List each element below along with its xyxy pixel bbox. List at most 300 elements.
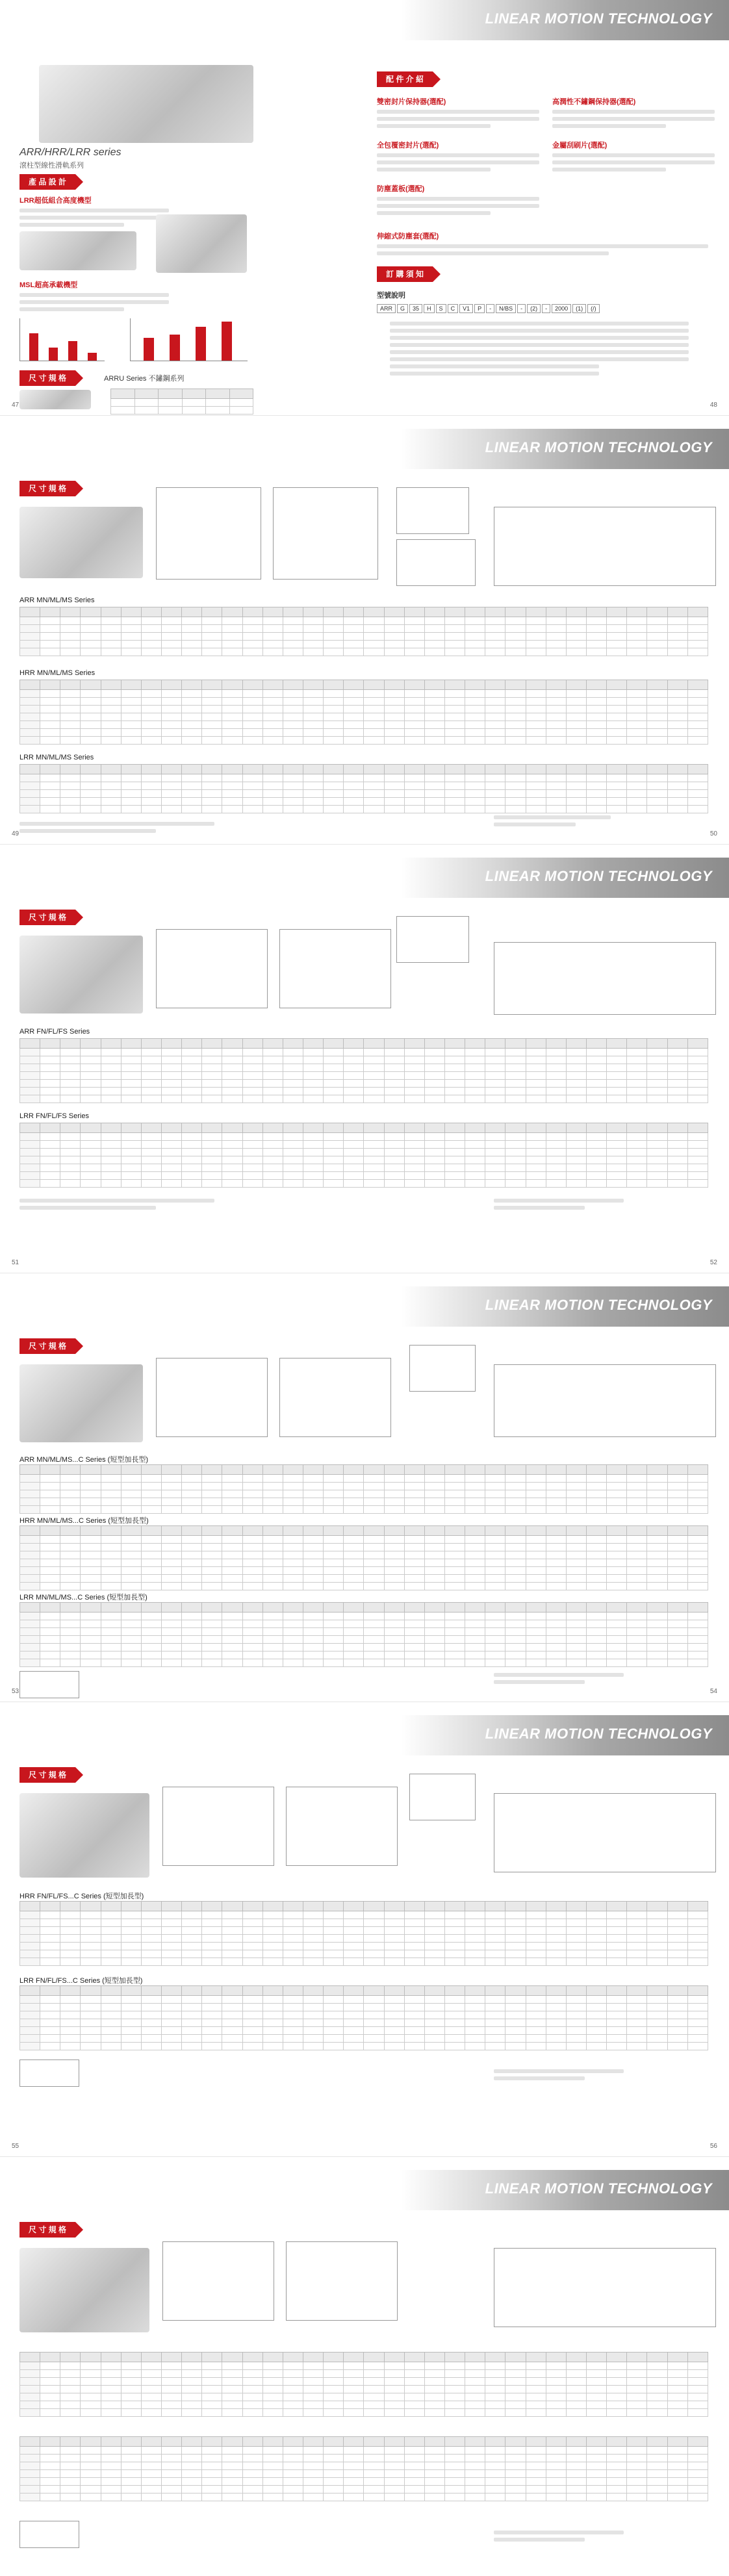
table-cell <box>647 2370 667 2378</box>
table-cell <box>222 1149 242 1156</box>
table-cell <box>627 806 647 813</box>
table-header-cell <box>202 1603 222 1613</box>
table-cell <box>586 2455 606 2462</box>
table-cell <box>404 2401 424 2409</box>
table-row <box>20 1164 708 1172</box>
table-cell <box>242 798 262 806</box>
table-cell <box>384 1506 404 1514</box>
table-cell <box>60 1133 81 1141</box>
table-cell <box>384 1049 404 1056</box>
table-cell <box>40 1958 60 1966</box>
table-cell <box>546 1644 566 1651</box>
table-cell <box>344 2393 364 2401</box>
table-cell <box>202 1490 222 1498</box>
drawing-detail <box>19 2060 79 2087</box>
table-row <box>20 1483 708 1490</box>
table-row <box>20 1544 708 1551</box>
table-cell <box>404 690 424 698</box>
table-header-cell <box>101 1465 121 1475</box>
table-cell <box>384 1490 404 1498</box>
table-cell <box>324 1659 344 1667</box>
order-code-part: V1 <box>459 304 473 313</box>
table-header-cell <box>607 607 627 617</box>
table-cell <box>242 1149 262 1156</box>
table-cell <box>667 1636 687 1644</box>
table-cell <box>485 1172 505 1180</box>
table-cell <box>101 1498 121 1506</box>
rail-diagram <box>19 231 136 270</box>
table-cell <box>141 782 161 790</box>
table-cell <box>444 1483 465 1490</box>
table-cell <box>324 1551 344 1559</box>
table-cell <box>202 1544 222 1551</box>
table-cell <box>566 1575 586 1583</box>
table-cell <box>424 2004 444 2011</box>
table-cell <box>222 1613 242 1620</box>
table-cell <box>687 1088 708 1095</box>
table-cell <box>344 1164 364 1172</box>
table-cell <box>182 1935 202 1943</box>
table-cell <box>566 2447 586 2455</box>
table-cell <box>242 2493 262 2501</box>
table-cell <box>161 729 181 737</box>
table-cell <box>384 2362 404 2370</box>
table-cell <box>607 1080 627 1088</box>
table-header-cell <box>485 765 505 774</box>
table-header-cell <box>344 2353 364 2362</box>
table-cell <box>222 737 242 745</box>
table-header-cell <box>60 1465 81 1475</box>
table-cell <box>586 641 606 648</box>
table-cell <box>444 690 465 698</box>
table-cell <box>424 1072 444 1080</box>
table-header-cell <box>607 680 627 690</box>
table-cell <box>202 2362 222 2370</box>
table-header-cell <box>404 1603 424 1613</box>
table-cell <box>202 2462 222 2470</box>
table-cell <box>384 774 404 782</box>
table-cell <box>364 2004 384 2011</box>
table-cell <box>40 806 60 813</box>
table-header-cell <box>526 2437 546 2447</box>
table-header-cell <box>242 1526 262 1536</box>
table-cell <box>202 2378 222 2386</box>
table-header-cell <box>60 1603 81 1613</box>
table-cell <box>40 2401 60 2409</box>
table-cell <box>40 1156 60 1164</box>
table-cell <box>364 633 384 641</box>
table-cell <box>627 1559 647 1567</box>
table-cell <box>465 1927 485 1935</box>
table-cell <box>262 798 283 806</box>
table-header-cell <box>546 2353 566 2362</box>
table-header-cell <box>647 1123 667 1133</box>
table-header-cell <box>607 1603 627 1613</box>
table-cell <box>101 1072 121 1080</box>
table-cell <box>161 2004 181 2011</box>
table-cell <box>647 698 667 706</box>
table-cell <box>161 1551 181 1559</box>
table-cell <box>182 1064 202 1072</box>
drawing-side <box>286 1787 398 1866</box>
table-cell <box>364 1567 384 1575</box>
table-cell <box>182 1133 202 1141</box>
table-cell <box>344 1636 364 1644</box>
table-cell <box>607 2493 627 2501</box>
table-cell <box>364 782 384 790</box>
table-cell <box>182 1080 202 1088</box>
table-header-cell <box>182 1603 202 1613</box>
table-cell <box>485 1559 505 1567</box>
table-cell <box>121 1095 141 1103</box>
table-cell <box>607 1575 627 1583</box>
table-cell <box>627 1164 647 1172</box>
table-cell <box>101 1536 121 1544</box>
table-cell <box>81 774 101 782</box>
table-cell <box>586 2027 606 2035</box>
table-cell <box>141 721 161 729</box>
table-cell <box>424 2486 444 2493</box>
table-cell <box>242 2011 262 2019</box>
table-cell <box>101 1172 121 1180</box>
table-cell <box>607 1919 627 1927</box>
table-cell <box>687 790 708 798</box>
table-cell <box>465 1911 485 1919</box>
table-header-cell <box>161 1039 181 1049</box>
table-cell <box>444 1943 465 1950</box>
table-cell <box>607 2386 627 2393</box>
table-header-cell <box>324 680 344 690</box>
table-cell <box>586 1506 606 1514</box>
table-cell <box>242 1498 262 1506</box>
table-cell <box>141 1927 161 1935</box>
table-cell <box>262 2401 283 2409</box>
table-header-cell <box>485 1123 505 1133</box>
table-cell <box>444 698 465 706</box>
table-cell <box>20 1172 40 1180</box>
table-cell <box>404 729 424 737</box>
table-cell <box>526 2462 546 2470</box>
table-cell <box>546 1095 566 1103</box>
chart-bar <box>29 333 38 361</box>
table-cell <box>161 1575 181 1583</box>
table-cell <box>222 798 242 806</box>
table-cell <box>505 1551 526 1559</box>
table-cell <box>344 798 364 806</box>
table-cell <box>465 625 485 633</box>
table-cell <box>586 1072 606 1080</box>
table-cell <box>202 2370 222 2378</box>
table-cell <box>546 1911 566 1919</box>
table-cell <box>161 1536 181 1544</box>
table-cell <box>324 737 344 745</box>
table-cell <box>586 1064 606 1072</box>
table-cell <box>324 1506 344 1514</box>
table-cell <box>141 698 161 706</box>
table-cell <box>607 1567 627 1575</box>
table-cell <box>182 1950 202 1958</box>
table-cell <box>283 713 303 721</box>
table-cell <box>20 721 40 729</box>
table-cell <box>182 1536 202 1544</box>
table-cell <box>324 1950 344 1958</box>
table-cell <box>242 1156 262 1164</box>
table-cell <box>283 2401 303 2409</box>
table-cell <box>526 2470 546 2478</box>
table-header-cell <box>20 765 40 774</box>
table-cell <box>465 713 485 721</box>
table-cell <box>586 2493 606 2501</box>
table-cell <box>303 1180 323 1188</box>
table-cell <box>283 648 303 656</box>
table-cell <box>344 2027 364 2035</box>
table-row <box>20 1156 708 1164</box>
table-cell <box>283 1164 303 1172</box>
table-cell <box>687 1141 708 1149</box>
table-cell <box>465 2470 485 2478</box>
table-cell <box>627 1064 647 1072</box>
table-cell <box>303 1049 323 1056</box>
table-cell <box>485 798 505 806</box>
table-cell <box>465 1958 485 1966</box>
table-cell <box>505 1475 526 1483</box>
table-cell <box>60 706 81 713</box>
table-cell <box>607 1180 627 1188</box>
table-cell <box>242 698 262 706</box>
table-cell <box>121 729 141 737</box>
table-cell <box>182 1156 202 1164</box>
table-row <box>20 782 708 790</box>
table-cell <box>404 1636 424 1644</box>
table-cell <box>60 2043 81 2050</box>
table-cell <box>667 2019 687 2027</box>
table-cell <box>526 1141 546 1149</box>
table-cell <box>40 2493 60 2501</box>
table-header-cell <box>667 607 687 617</box>
table-cell <box>222 1551 242 1559</box>
table-cell <box>283 1567 303 1575</box>
table-cell <box>647 1483 667 1490</box>
table-cell <box>566 1613 586 1620</box>
table-cell <box>161 1919 181 1927</box>
table-cell <box>222 2362 242 2370</box>
table-cell <box>384 1636 404 1644</box>
table-cell <box>20 1950 40 1958</box>
table-cell <box>687 1620 708 1628</box>
table-cell <box>182 1628 202 1636</box>
table-cell <box>424 782 444 790</box>
table-cell <box>667 2462 687 2470</box>
table-header-cell <box>586 1986 606 1996</box>
table-cell <box>627 1613 647 1620</box>
table-cell <box>141 2478 161 2486</box>
table-header-cell <box>141 1526 161 1536</box>
table-cell <box>182 1141 202 1149</box>
table-cell <box>444 1659 465 1667</box>
table-cell <box>465 1156 485 1164</box>
table-cell <box>364 1133 384 1141</box>
table-header-cell <box>303 1039 323 1049</box>
table-cell <box>222 1536 242 1544</box>
table-cell <box>424 1628 444 1636</box>
table-header-cell <box>667 1902 687 1911</box>
table-cell <box>202 2043 222 2050</box>
table-cell <box>303 806 323 813</box>
table-cell <box>607 1996 627 2004</box>
table-cell <box>526 1049 546 1056</box>
table-cell <box>40 648 60 656</box>
table-cell <box>303 1133 323 1141</box>
table-cell <box>526 1172 546 1180</box>
table-cell <box>667 721 687 729</box>
table-cell <box>222 1575 242 1583</box>
table-row <box>20 2035 708 2043</box>
table-cell <box>344 2386 364 2393</box>
table-cell <box>627 625 647 633</box>
table-cell <box>141 1659 161 1667</box>
table-cell <box>222 2370 242 2378</box>
table-cell <box>586 1644 606 1651</box>
table-cell <box>505 2409 526 2417</box>
table-cell <box>505 729 526 737</box>
table-header-cell <box>607 1902 627 1911</box>
table-cell <box>101 2455 121 2462</box>
table-cell <box>344 1628 364 1636</box>
table-cell <box>526 2370 546 2378</box>
table-cell <box>202 1149 222 1156</box>
table-cell <box>364 1644 384 1651</box>
table-header-cell <box>607 1465 627 1475</box>
table-header-cell <box>303 2353 323 2362</box>
table-cell <box>344 2478 364 2486</box>
table-cell <box>546 1620 566 1628</box>
table-cell <box>182 1483 202 1490</box>
table-row <box>20 1651 708 1659</box>
table-cell <box>303 1996 323 2004</box>
table-cell <box>182 1583 202 1590</box>
table-cell <box>161 1950 181 1958</box>
table-cell <box>424 633 444 641</box>
table-cell <box>101 641 121 648</box>
table-cell <box>20 782 40 790</box>
table-header-cell <box>222 607 242 617</box>
table-cell <box>20 1559 40 1567</box>
table-header-cell <box>262 765 283 774</box>
table-cell <box>465 2370 485 2378</box>
table-cell <box>324 1080 344 1088</box>
table-cell <box>202 1056 222 1064</box>
table-cell <box>526 1056 546 1064</box>
table-cell <box>586 698 606 706</box>
table-cell <box>141 1575 161 1583</box>
table-cell <box>324 690 344 698</box>
table-cell <box>60 729 81 737</box>
table-cell <box>344 1943 364 1950</box>
table-cell <box>141 706 161 713</box>
table-cell <box>546 2370 566 2378</box>
table-cell <box>262 2370 283 2378</box>
table-cell <box>526 729 546 737</box>
table-cell <box>202 806 222 813</box>
table-header-cell <box>303 1603 323 1613</box>
table-cell <box>222 2447 242 2455</box>
spec-series: ARRU Series 不鏽鋼系列 <box>104 375 185 383</box>
table-cell <box>647 2409 667 2417</box>
table-cell <box>324 1575 344 1583</box>
table-cell <box>485 790 505 798</box>
table-header-cell <box>364 2437 384 2447</box>
table-header-cell <box>444 680 465 690</box>
table-cell <box>627 1149 647 1156</box>
table-cell <box>586 1950 606 1958</box>
table-cell <box>324 1149 344 1156</box>
table-cell <box>40 1996 60 2004</box>
table-cell <box>344 1950 364 1958</box>
table-cell <box>364 1490 384 1498</box>
table-cell <box>303 648 323 656</box>
table-cell <box>344 1536 364 1544</box>
side-note <box>494 2066 624 2084</box>
table-cell <box>444 2362 465 2370</box>
table-header-cell <box>141 1123 161 1133</box>
table-cell <box>404 2462 424 2470</box>
tab-accessories: 配 件 介 紹 <box>377 71 433 87</box>
table-header-cell <box>647 765 667 774</box>
table-cell <box>444 2011 465 2019</box>
table-cell <box>526 2019 546 2027</box>
table-cell <box>607 2393 627 2401</box>
table-header-cell <box>242 1123 262 1133</box>
table-cell <box>40 2393 60 2401</box>
table-cell <box>60 2019 81 2027</box>
table-header-cell <box>81 1902 101 1911</box>
table-cell <box>424 2401 444 2409</box>
table-cell <box>202 1659 222 1667</box>
table-cell <box>344 625 364 633</box>
table-cell <box>364 1180 384 1188</box>
table-row <box>20 641 708 648</box>
table-cell <box>505 2462 526 2470</box>
table-cell <box>182 2386 202 2393</box>
table-cell <box>384 1575 404 1583</box>
table-header-cell <box>101 1039 121 1049</box>
table-cell <box>202 1506 222 1514</box>
table-cell <box>324 1996 344 2004</box>
table-cell <box>444 1180 465 1188</box>
table-cell <box>526 2486 546 2493</box>
table-cell <box>81 2019 101 2027</box>
table-cell <box>344 2370 364 2378</box>
table-header-cell <box>364 1123 384 1133</box>
accessory-full <box>377 231 708 259</box>
table-cell <box>202 2393 222 2401</box>
table-cell <box>202 1559 222 1567</box>
table-cell <box>485 1613 505 1620</box>
table-cell <box>81 1088 101 1095</box>
table-cell <box>141 1490 161 1498</box>
table-cell <box>283 1088 303 1095</box>
table-cell <box>364 774 384 782</box>
table-cell <box>586 1935 606 1943</box>
table-cell <box>627 2362 647 2370</box>
spread-pages-53-54 <box>0 1286 729 1702</box>
table-header-cell <box>444 1603 465 1613</box>
table-cell <box>283 1056 303 1064</box>
table-header-cell <box>40 2353 60 2362</box>
table-cell <box>60 782 81 790</box>
order-code-part: 35 <box>409 304 422 313</box>
table-cell <box>485 2043 505 2050</box>
